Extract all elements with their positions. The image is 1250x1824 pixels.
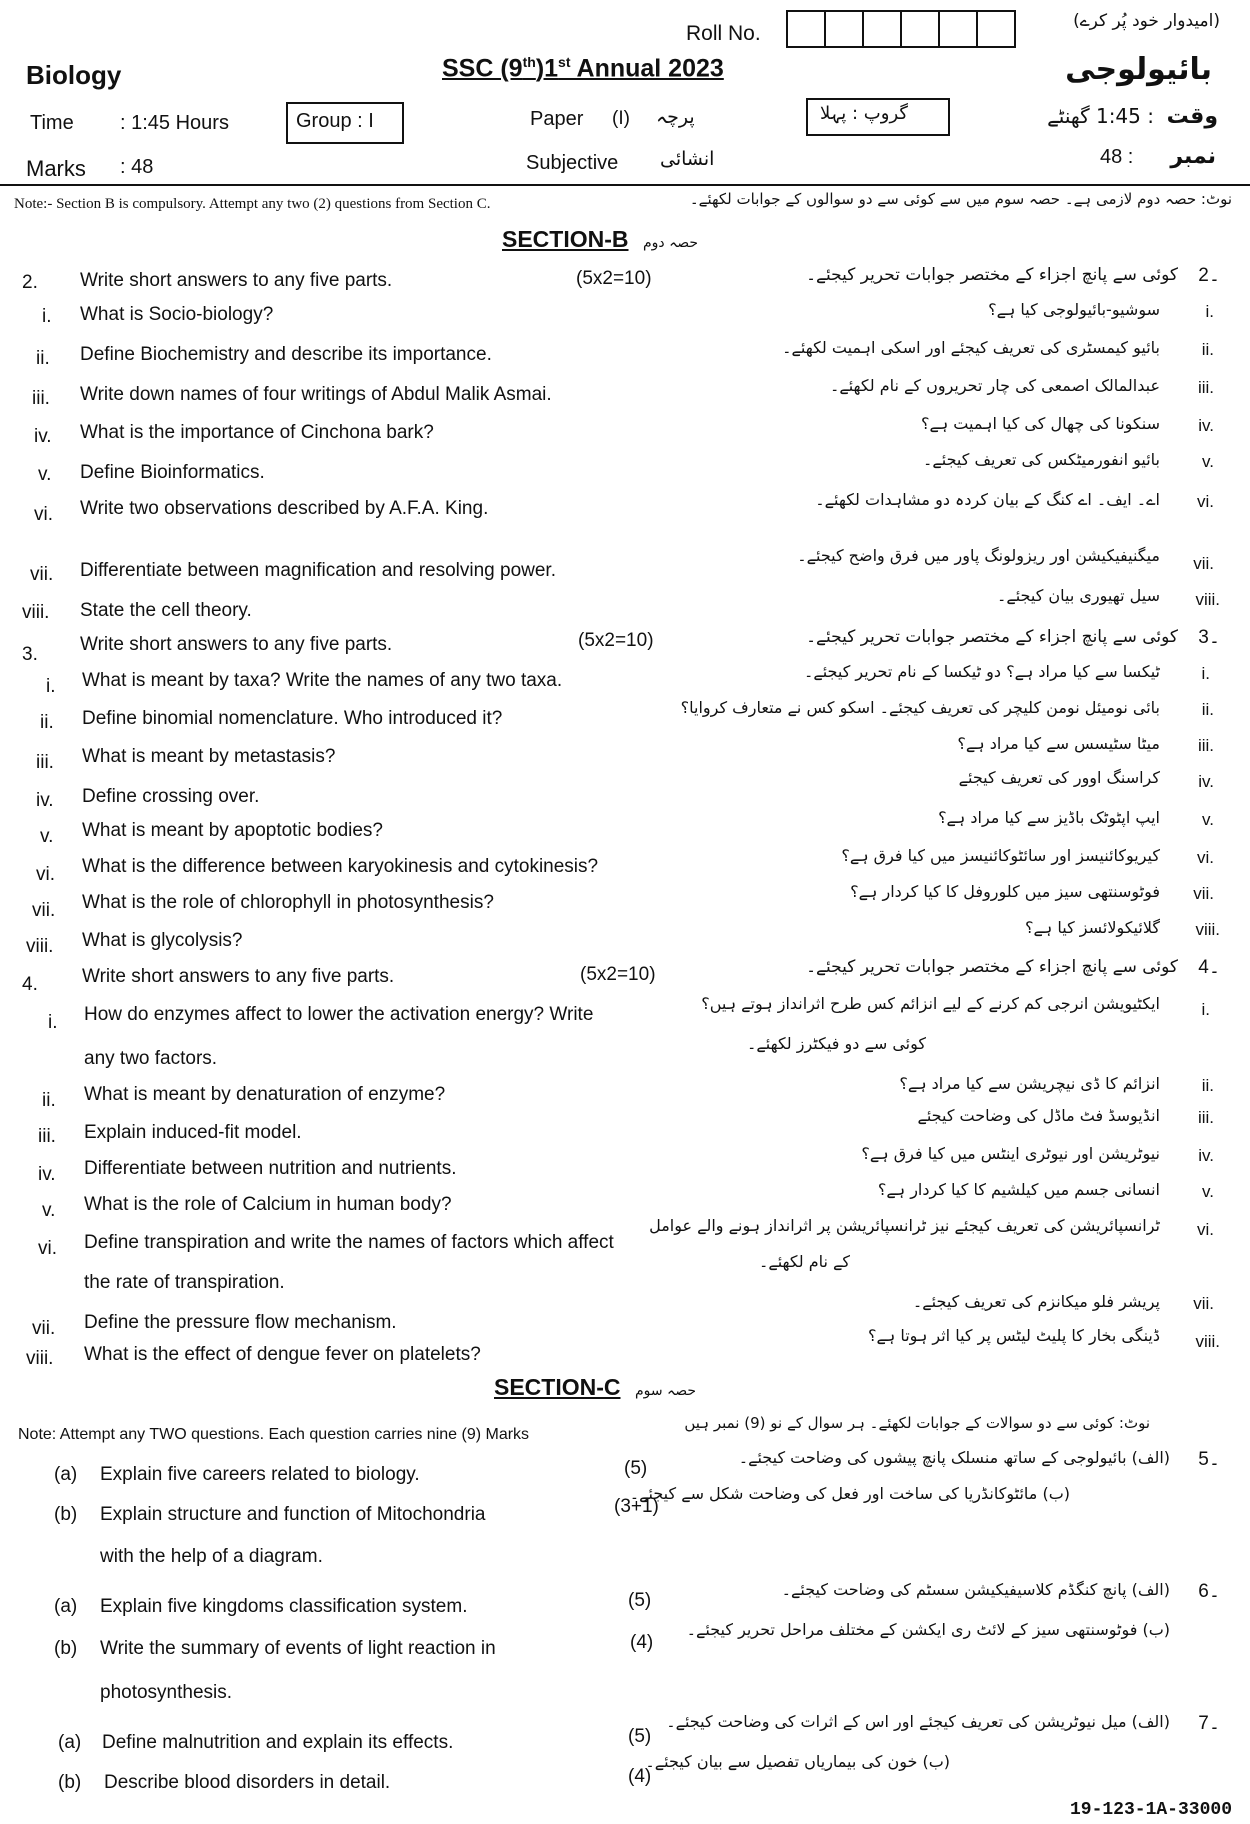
part-question: Define the pressure flow mechanism. bbox=[84, 1312, 397, 1333]
question-prompt-urdu: کوئی سے پانچ اجزاء کے مختصر جوابات تحریر کیجئے۔ bbox=[806, 265, 1178, 285]
sub-question-marks: (3+1) bbox=[614, 1496, 659, 1517]
sub-question-marks: (5) bbox=[624, 1458, 648, 1479]
part-question-urdu: میٹا سٹیسس سے کیا مراد ہے؟ bbox=[957, 734, 1160, 753]
subject-title-urdu: بائیولوجی bbox=[1065, 52, 1212, 87]
part-question: What is glycolysis? bbox=[82, 930, 243, 951]
marks-urdu-value: 48 : bbox=[1100, 146, 1134, 168]
question-prompt: Write short answers to any five parts. bbox=[80, 270, 393, 291]
part-number: v. bbox=[42, 1200, 56, 1221]
part-question-urdu: عبدالمالک اصمعی کی چار تحریروں کے نام لکھئے۔ bbox=[829, 376, 1160, 395]
section-c-heading-urdu: حصہ سوم bbox=[634, 1383, 697, 1399]
part-number: vi. bbox=[38, 1238, 57, 1259]
sub-question-urdu: (ب) فوٹوسنتھی سیز کے لائٹ ری ایکشن کے مختلف مراحل تحریر کیجئے۔ bbox=[686, 1620, 1170, 1639]
part-question: Define binomial nomenclature. Who introduced it? bbox=[82, 708, 503, 729]
paper-urdu: پرچہ bbox=[656, 106, 695, 128]
part-number: iv. bbox=[36, 790, 54, 811]
section-b-title bbox=[502, 226, 698, 253]
subject-title: Biology bbox=[26, 60, 122, 90]
time-urdu-label: وقت bbox=[1166, 104, 1218, 129]
question-number: 2. bbox=[22, 272, 38, 293]
part-question: Define transpiration and write the names of factors which affect bbox=[84, 1232, 614, 1253]
part-question: Differentiate between nutrition and nutrients. bbox=[84, 1158, 457, 1179]
part-number: iii. bbox=[38, 1126, 56, 1147]
part-question: What is meant by metastasis? bbox=[82, 746, 336, 767]
part-number: ii. bbox=[36, 348, 50, 369]
roll-box[interactable] bbox=[862, 10, 902, 48]
sub-question-marks: (4) bbox=[628, 1766, 652, 1787]
sub-question-marks: (4) bbox=[630, 1632, 654, 1653]
question-number: 4. bbox=[22, 974, 38, 995]
section-c-note: Note: Attempt any TWO questions. Each question carries nine (9) Marks bbox=[18, 1426, 530, 1443]
part-number: v. bbox=[40, 826, 54, 847]
part-question: What is meant by taxa? Write the names of any two taxa. bbox=[82, 670, 563, 691]
marks-urdu-label: نمبر bbox=[1170, 144, 1216, 169]
question-number-urdu: 3۔ bbox=[1198, 627, 1220, 648]
part-question-urdu-continued: کوئی سے دو فیکٹرز لکھئے۔ bbox=[746, 1034, 926, 1053]
sub-question: Define malnutrition and explain its effects. bbox=[102, 1732, 454, 1753]
sub-question-label: (b) bbox=[54, 1638, 78, 1659]
part-question-urdu: ڈینگی بخار کا پلیٹ لیٹس پر کیا اثر ہوتا ہے؟ bbox=[868, 1326, 1160, 1345]
part-number-urdu: iii. bbox=[1197, 1108, 1214, 1127]
part-question: Define crossing over. bbox=[82, 786, 260, 807]
part-question: Explain induced-fit model. bbox=[84, 1122, 302, 1143]
part-question-urdu: سوشیو-بائیولوجی کیا ہے؟ bbox=[988, 300, 1160, 319]
section-c-note-urdu: نوٹ: کوئی سے دو سوالات کے جوابات لکھئے۔ ہر سوال کے نو (9) نمبر ہیں bbox=[684, 1414, 1150, 1432]
question-marks: (5x2=10) bbox=[576, 268, 652, 289]
part-number: iv. bbox=[34, 426, 52, 447]
part-question: How do enzymes affect to lower the activation energy? Write bbox=[84, 1004, 594, 1025]
part-question-urdu: سیل تھیوری بیان کیجئے۔ bbox=[996, 586, 1160, 605]
part-question-urdu: انزائم کا ڈی نیچریشن سے کیا مراد ہے؟ bbox=[899, 1074, 1160, 1093]
section-c-title bbox=[494, 1374, 696, 1401]
part-number: iv. bbox=[38, 1164, 56, 1185]
part-number: i. bbox=[48, 1012, 58, 1033]
question-number-urdu: 2۔ bbox=[1198, 265, 1220, 286]
sub-question-urdu: (ب) خون کی بیماریاں تفصیل سے بیان کیجئے۔ bbox=[645, 1752, 950, 1771]
roll-box[interactable] bbox=[824, 10, 864, 48]
part-question-urdu: ٹرانسپائریشن کی تعریف کیجئے نیز ٹرانسپائریشن پر اثرانداز ہونے والے عوامل bbox=[649, 1216, 1160, 1235]
header-divider bbox=[0, 184, 1250, 186]
marks-value: : 48 bbox=[120, 156, 154, 178]
question-number-urdu: 4۔ bbox=[1198, 957, 1220, 978]
part-number-urdu: ii. bbox=[1201, 700, 1214, 719]
question-prompt: Write short answers to any five parts. bbox=[80, 634, 393, 655]
exam-title-sup-th: th bbox=[522, 54, 536, 70]
part-number-urdu: vii. bbox=[1193, 884, 1214, 903]
sub-question-continued: photosynthesis. bbox=[100, 1682, 233, 1703]
part-number-urdu: ii. bbox=[1201, 340, 1214, 359]
part-question-urdu: کیریوکائنیسز اور سائٹوکائنیسز میں کیا فرق ہے؟ bbox=[841, 846, 1160, 865]
part-question-continued: the rate of transpiration. bbox=[84, 1272, 285, 1293]
question-number: 3. bbox=[22, 644, 38, 665]
sub-question: Explain structure and function of Mitochondria bbox=[100, 1504, 486, 1525]
part-number: vii. bbox=[30, 564, 54, 585]
part-number: vii. bbox=[32, 1318, 56, 1339]
time-urdu-value: : 1:45 گھنٹے bbox=[1047, 104, 1154, 128]
section-b-heading: SECTION-B bbox=[502, 226, 629, 252]
sub-question-urdu: (ب) مائٹوکانڈریا کی ساخت اور فعل کی وضاحت شکل سے کیجئے۔ bbox=[629, 1484, 1070, 1503]
roll-box[interactable] bbox=[938, 10, 978, 48]
candidate-note-urdu: (امیدوار خود پُر کرے) bbox=[1073, 11, 1220, 31]
part-number-urdu: iii. bbox=[1197, 736, 1214, 755]
part-number-urdu: iv. bbox=[1198, 772, 1214, 791]
subjective-label: Subjective bbox=[526, 152, 619, 174]
part-number-urdu: vi. bbox=[1197, 492, 1214, 511]
sub-question-label: (a) bbox=[54, 1464, 78, 1485]
part-number-urdu: viii. bbox=[1195, 1332, 1220, 1351]
part-question-urdu: انڈیوسڈ فٹ ماڈل کی وضاحت کیجئے bbox=[917, 1106, 1160, 1125]
part-number-urdu: vii. bbox=[1193, 1294, 1214, 1313]
question-marks: (5x2=10) bbox=[580, 964, 656, 985]
sub-question-continued: with the help of a diagram. bbox=[100, 1546, 323, 1567]
exam-title-suffix: Annual 2023 bbox=[570, 54, 724, 83]
part-question: What is meant by apoptotic bodies? bbox=[82, 820, 384, 841]
part-number-urdu: v. bbox=[1202, 810, 1214, 829]
paper-label: Paper bbox=[530, 108, 584, 130]
part-number-urdu: viii. bbox=[1195, 920, 1220, 939]
question-number-urdu: 5۔ bbox=[1198, 1449, 1220, 1470]
part-question: What is the effect of dengue fever on platelets? bbox=[84, 1344, 481, 1365]
part-number-urdu: iii. bbox=[1197, 378, 1214, 397]
part-question: What is the importance of Cinchona bark? bbox=[80, 422, 434, 443]
sub-question-label: (b) bbox=[58, 1772, 82, 1793]
part-question: What is the role of chlorophyll in photosynthesis? bbox=[82, 892, 494, 913]
part-number: viii. bbox=[22, 602, 50, 623]
sub-question: Describe blood disorders in detail. bbox=[104, 1772, 391, 1793]
question-marks: (5x2=10) bbox=[578, 630, 654, 651]
exam-title-sup-st: st bbox=[558, 54, 571, 70]
part-number-urdu: vi. bbox=[1197, 1220, 1214, 1239]
part-number: viii. bbox=[26, 1348, 54, 1369]
part-question: State the cell theory. bbox=[80, 600, 252, 621]
marks-label: Marks bbox=[26, 156, 86, 181]
part-question: Write down names of four writings of Abdul Malik Asmai. bbox=[80, 384, 552, 405]
sub-question: Explain five careers related to biology. bbox=[100, 1464, 420, 1485]
instruction-note-urdu: نوٹ: حصہ دوم لازمی ہے۔ حصہ سوم میں سے کوئی سے دو سوالوں کے جوابات لکھئے۔ bbox=[689, 190, 1232, 208]
exam-title-prefix: SSC (9 bbox=[442, 54, 523, 83]
time-value: : 1:45 Hours bbox=[120, 112, 229, 134]
part-question-urdu: ٹیکسا سے کیا مراد ہے؟ دو ٹیکسا کے نام تحریر کیجئے۔ bbox=[803, 662, 1160, 681]
sub-question-label: (a) bbox=[54, 1596, 78, 1617]
part-number: i. bbox=[42, 306, 52, 327]
part-number: vi. bbox=[36, 864, 55, 885]
part-number: v. bbox=[38, 464, 52, 485]
part-number-urdu: iv. bbox=[1198, 416, 1214, 435]
paper-value: (I) bbox=[612, 108, 630, 129]
part-question-urdu: ایپ اپٹوٹک باڈیز سے کیا مراد ہے؟ bbox=[938, 808, 1160, 827]
part-number: iii. bbox=[32, 388, 50, 409]
sub-question: Explain five kingdoms classification system. bbox=[100, 1596, 468, 1617]
time-label: Time bbox=[30, 112, 74, 134]
part-question-urdu: گلائیکولائسز کیا ہے؟ bbox=[1025, 918, 1160, 937]
part-number: ii. bbox=[42, 1090, 56, 1111]
part-number: vi. bbox=[34, 504, 53, 525]
part-question-urdu: میگنیفیکیشن اور ریزولونگ پاور میں فرق واضح کیجئے۔ bbox=[797, 546, 1160, 565]
sub-question-label: (a) bbox=[58, 1732, 82, 1753]
sub-question-label: (b) bbox=[54, 1504, 78, 1525]
part-number: i. bbox=[46, 676, 56, 697]
group-label: Group : I bbox=[296, 110, 374, 132]
roll-box[interactable] bbox=[786, 10, 826, 48]
instruction-note-en: Note:- Section B is compulsory. Attempt any two (2) questions from Section C. bbox=[14, 196, 491, 212]
part-number-urdu: i. bbox=[1205, 302, 1214, 321]
roll-box[interactable] bbox=[976, 10, 1016, 48]
part-question: Differentiate between magnification and resolving power. bbox=[80, 560, 556, 581]
question-prompt-urdu: کوئی سے پانچ اجزاء کے مختصر جوابات تحریر کیجئے۔ bbox=[806, 627, 1178, 647]
sub-question-marks: (5) bbox=[628, 1726, 652, 1747]
question-number-urdu: 6۔ bbox=[1198, 1581, 1220, 1602]
roll-number-label: Roll No. bbox=[686, 22, 761, 45]
part-number-urdu: ii. bbox=[1201, 1076, 1214, 1095]
question-prompt-urdu: کوئی سے پانچ اجزاء کے مختصر جوابات تحریر کیجئے۔ bbox=[806, 957, 1178, 977]
sub-question-urdu: (الف) بائیولوجی کے ساتھ منسلک پانچ پیشوں کی وضاحت کیجئے۔ bbox=[738, 1448, 1170, 1467]
exam-title bbox=[442, 54, 724, 83]
part-question: What is Socio-biology? bbox=[80, 304, 274, 325]
part-number-urdu: i. bbox=[1201, 1000, 1210, 1019]
section-c-heading: SECTION-C bbox=[494, 1374, 621, 1400]
part-question: Define Bioinformatics. bbox=[80, 462, 265, 483]
part-number: vii. bbox=[32, 900, 56, 921]
sub-question: Write the summary of events of light reaction in bbox=[100, 1638, 496, 1659]
part-number-urdu: v. bbox=[1202, 1182, 1214, 1201]
sub-question-marks: (5) bbox=[628, 1590, 652, 1611]
part-number-urdu: viii. bbox=[1195, 590, 1220, 609]
question-prompt: Write short answers to any five parts. bbox=[82, 966, 395, 987]
group-urdu: گروپ : پہلا bbox=[820, 103, 908, 124]
part-question-urdu: بائیو کیمسٹری کی تعریف کیجئے اور اسکی اہمیت لکھئے۔ bbox=[782, 338, 1160, 357]
part-number-urdu: iv. bbox=[1198, 1146, 1214, 1165]
part-number: ii. bbox=[40, 712, 54, 733]
part-question-urdu: پریشر فلو میکانزم کی تعریف کیجئے۔ bbox=[912, 1292, 1160, 1311]
roll-number-boxes[interactable] bbox=[786, 10, 1018, 46]
sub-question-urdu: (الف) میل نیوٹریشن کی تعریف کیجئے اور اس کے اثرات کی وضاحت کیجئے۔ bbox=[666, 1712, 1170, 1731]
part-number-urdu: vii. bbox=[1193, 554, 1214, 573]
part-question-urdu: اے۔ ایف۔ اے کنگ کے بیان کردہ دو مشاہدات لکھئے۔ bbox=[815, 490, 1160, 509]
part-question-urdu-continued: کے نام لکھئے۔ bbox=[758, 1252, 850, 1271]
part-question-urdu: بائیو انفورمیٹکس کی تعریف کیجئے۔ bbox=[923, 450, 1160, 469]
part-question-urdu: کراسنگ اوور کی تعریف کیجئے bbox=[958, 768, 1160, 787]
part-question-urdu: نیوٹریشن اور نیوٹری اینٹس میں کیا فرق ہے؟ bbox=[861, 1144, 1160, 1163]
question-number-urdu: 7۔ bbox=[1198, 1713, 1220, 1734]
part-question: What is the role of Calcium in human body? bbox=[84, 1194, 452, 1215]
part-number-urdu: vi. bbox=[1197, 848, 1214, 867]
part-question: Define Biochemistry and describe its importance. bbox=[80, 344, 492, 365]
part-question: What is meant by denaturation of enzyme? bbox=[84, 1084, 446, 1105]
part-number-urdu: v. bbox=[1202, 452, 1214, 471]
sub-question-urdu: (الف) پانچ کنگڈم کلاسیفیکیشن سسٹم کی وضاحت کیجئے۔ bbox=[781, 1580, 1170, 1599]
part-number-urdu: i. bbox=[1201, 664, 1210, 683]
part-question-urdu: بائی نومیئل نومن کلیچر کی تعریف کیجئے۔ اسکو کس نے متعارف کروایا؟ bbox=[680, 698, 1160, 717]
part-question-urdu: ایکٹیویشن انرجی کم کرنے کے لیے انزائم کس طرح اثرانداز ہوتے ہیں؟ bbox=[701, 994, 1160, 1013]
subjective-urdu: انشائی bbox=[660, 148, 715, 170]
part-question-urdu: انسانی جسم میں کیلشیم کا کیا کردار ہے؟ bbox=[877, 1180, 1160, 1199]
paper-code: 19-123-1A-33000 bbox=[1069, 1800, 1232, 1820]
part-question-urdu: فوٹوسنتھی سیز میں کلوروفل کا کیا کردار ہے؟ bbox=[850, 882, 1160, 901]
part-question: What is the difference between karyokinesis and cytokinesis? bbox=[82, 856, 599, 877]
part-number: iii. bbox=[36, 752, 54, 773]
part-question: Write two observations described by A.F.A. King. bbox=[80, 498, 489, 519]
part-question-urdu: سنکونا کی چھال کی کیا اہمیت ہے؟ bbox=[920, 414, 1160, 433]
part-question-continued: any two factors. bbox=[84, 1048, 218, 1069]
exam-title-mid: )1 bbox=[535, 54, 559, 83]
roll-box[interactable] bbox=[900, 10, 940, 48]
section-b-heading-urdu: حصہ دوم bbox=[642, 235, 699, 251]
part-number: viii. bbox=[26, 936, 54, 957]
